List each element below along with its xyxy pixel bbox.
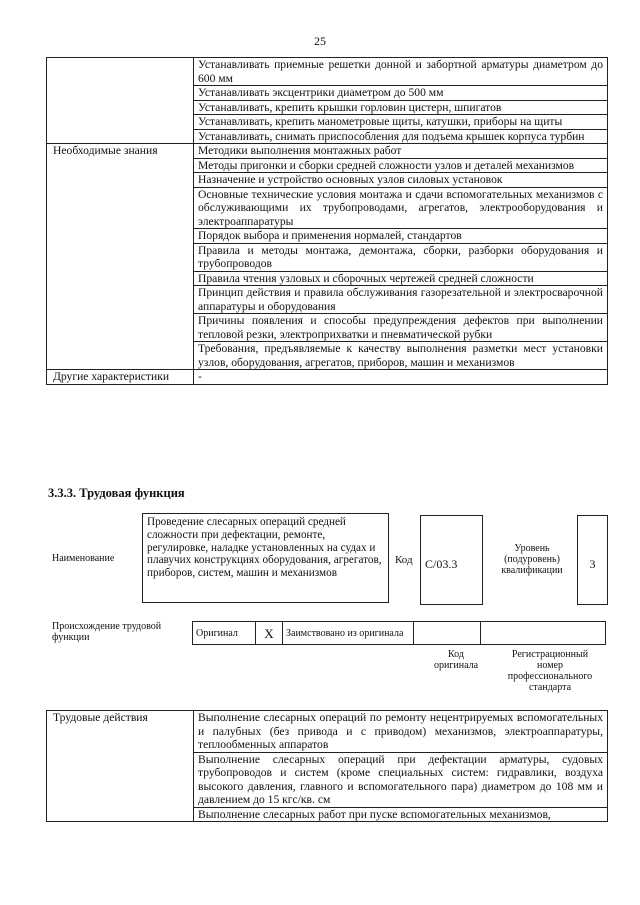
table-row [193,622,606,645]
level-box: 3 [577,515,608,605]
skill-cell: Устанавливать, снимать приспособления для подъема крышек корпуса турбин [194,129,608,144]
original-mark: X [256,622,283,645]
knowledge-cell: Методики выполнения монтажных работ [194,144,608,159]
skill-cell: Устанавливать, крепить крышки горловин цистерн, шпигатов [194,100,608,115]
original-label: Оригинал [193,622,256,645]
skill-cell: Устанавливать, крепить манометровые щиты, катушки, приборы на щиты [194,115,608,130]
skill-cell: Устанавливать приемные решетки донной и забортной арматуры диаметром до 600 мм [194,58,608,86]
code-original-label: Код оригинала [433,649,479,671]
table-row [47,58,608,86]
actions-table [46,710,608,822]
reg-number-label: Регистрационный номер профессионального стандарта [507,649,593,693]
knowledge-cell: Принцип действия и правила обслуживания газорезательной и электросварочной аппаратуры и оборудования [194,286,608,314]
table-row [47,144,608,159]
knowledge-cell: Причины появления и способы предупреждения дефектов при выполнении тепловой резки, электроприхватки и пневматической рубки [194,314,608,342]
origin-label: Происхождение трудовой функции [52,621,162,643]
requirements-table [46,57,608,385]
actions-label: Трудовые действия [47,711,194,822]
code-label: Код [395,554,413,566]
knowledge-cell: Назначение и устройство основных узлов силовых установок [194,173,608,188]
table-row [47,370,608,385]
other-characteristics-label: Другие характеристики [47,370,194,385]
knowledge-cell: Основные технические условия монтажа и сдачи вспомогательных механизмов с обслуживающими их трубопроводами, агрегатов, электрооборудования и электроаппаратуры [194,187,608,229]
reg-number-cell [481,622,606,645]
function-name-box: Проведение слесарных операций средней сложности при дефектации, ремонте, регулировке, наладке установленных на судах и плавучих конструкциях оборудования, агрегатов, приборов, систем, машин и механизмов [142,513,389,603]
knowledge-cell: Требования, предъявляемые к качеству выполнения разметки мест установки узлов, оборудования, агрегатов, приборов, машин и механизмов [194,342,608,370]
knowledge-cell: Порядок выбора и применения нормалей, стандартов [194,229,608,244]
knowledge-cell: Правила чтения узловых и сборочных чертежей средней сложности [194,271,608,286]
name-label: Наименование [52,553,115,564]
knowledge-cell: Правила и методы монтажа, демонтажа, сборки, разборки оборудования и трубопроводов [194,243,608,271]
code-value: С/03.3 [425,557,458,571]
knowledge-label: Необходимые знания [47,144,194,370]
function-title: 3.3.3. Трудовая функция [48,486,185,500]
knowledge-cell: Методы пригонки и сборки средней сложности узлов и деталей механизмов [194,158,608,173]
borrowed-label: Заимствовано из оригинала [283,622,414,645]
code-box [420,515,483,605]
table-row [47,711,608,753]
skill-cell: Устанавливать эксцентрики диаметром до 500 мм [194,86,608,101]
origin-table [192,621,606,645]
action-cell: Выполнение слесарных операций по ремонту нецентрируемых вспомогательных и палубных (без привода и с приводом) механизмов, электроаппаратуры, теплообменных аппаратов [194,711,608,753]
code-original-cell [414,622,481,645]
empty-label-cell [47,58,194,144]
level-label: Уровень (подуровень) квалификации [501,543,563,576]
page-number: 25 [314,34,326,48]
action-cell: Выполнение слесарных операций при дефектации арматуры, судовых трубопроводов и систем (кроме специальных систем: гидравлики, воздуха высокого давления, главного и вспомогательного пара) диаметром до 108 мм и давлением до 15 кгс/кв. см [194,752,608,807]
other-characteristics-value: - [194,370,608,385]
action-cell: Выполнение слесарных работ при пуске вспомогательных механизмов, [194,807,608,822]
